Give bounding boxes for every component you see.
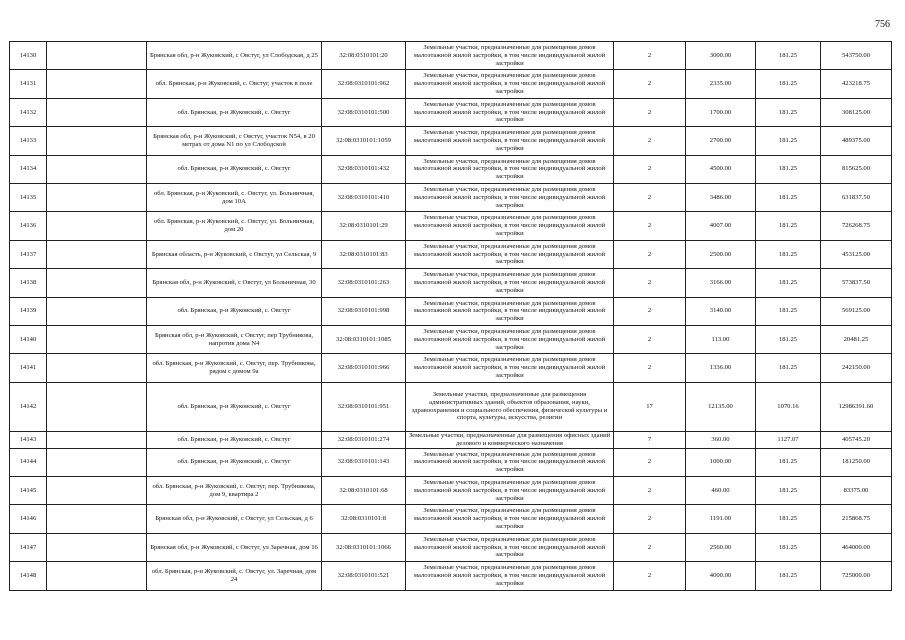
spacer-cell: [47, 533, 147, 561]
table-row: [10, 42, 892, 70]
area-cell: 4007.00: [686, 212, 756, 240]
group-cell: 2: [614, 70, 686, 98]
table-row: [10, 127, 892, 155]
group-cell: 2: [614, 42, 686, 70]
specific-value-cell: 181.25: [756, 505, 821, 533]
area-cell: 12135.00: [686, 382, 756, 431]
cadastral-number-cell: 32:08:0310101:83: [322, 240, 406, 268]
specific-value-cell: 181.25: [756, 533, 821, 561]
group-cell: 2: [614, 127, 686, 155]
specific-value-cell: 181.25: [756, 155, 821, 183]
cadastral-number-cell: 32:08:0310101:951: [322, 382, 406, 431]
page-number: 756: [875, 19, 890, 30]
cadastral-value-cell: 464000.00: [821, 533, 892, 561]
land-use-cell: Земельные участки, предназначенные для размещения домов малоэтажной жилой застройки, в том числе индивидуальной жилой застройки: [406, 448, 614, 476]
land-use-cell: Земельные участки, предназначенные для размещения домов малоэтажной жилой застройки, в том числе индивидуальной жилой застройки: [406, 155, 614, 183]
specific-value-cell: 181.25: [756, 448, 821, 476]
cadastral-number-cell: 32:08:0310101:68: [322, 477, 406, 505]
cadastral-number-cell: 32:08:0310101:1066: [322, 533, 406, 561]
row-number: 14148: [10, 562, 47, 590]
cadastral-value-cell: 423218.75: [821, 70, 892, 98]
group-cell: 17: [614, 382, 686, 431]
spacer-cell: [47, 431, 147, 448]
cadastral-value-cell: 815625.00: [821, 155, 892, 183]
cadastral-number-cell: 32:08:0310101:1085: [322, 325, 406, 353]
area-cell: 2560.00: [686, 533, 756, 561]
group-cell: 2: [614, 354, 686, 382]
table-row: [10, 70, 892, 98]
specific-value-cell: 1127.07: [756, 431, 821, 448]
cadastral-value-table: [9, 41, 892, 591]
row-number: 14138: [10, 269, 47, 297]
table-row: [10, 183, 892, 211]
address-cell: Брянская обл, р-н Жуковский, с Овстуг, ул Заречная, дом 16: [147, 533, 322, 561]
address-cell: обл. Брянская, р-н Жуковский, с. Овстуг, ул. Больничная, дом 20: [147, 212, 322, 240]
area-cell: 2500.00: [686, 240, 756, 268]
specific-value-cell: 1070.16: [756, 382, 821, 431]
spacer-cell: [47, 42, 147, 70]
area-cell: 2700.00: [686, 127, 756, 155]
address-cell: обл. Брянская, р-н Жуковский, с. Овстуг: [147, 448, 322, 476]
group-cell: 2: [614, 98, 686, 126]
group-cell: 2: [614, 505, 686, 533]
spacer-cell: [47, 269, 147, 297]
specific-value-cell: 181.25: [756, 183, 821, 211]
group-cell: 2: [614, 325, 686, 353]
row-number: 14136: [10, 212, 47, 240]
cadastral-number-cell: 32:08:0310101:1059: [322, 127, 406, 155]
specific-value-cell: 181.25: [756, 127, 821, 155]
specific-value-cell: 181.25: [756, 98, 821, 126]
area-cell: 3166.00: [686, 269, 756, 297]
address-cell: обл. Брянская, р-н Жуковский, с. Овстуг, ул. Больничная, дом 10А: [147, 183, 322, 211]
area-cell: 2335.00: [686, 70, 756, 98]
address-cell: обл. Брянская, р-н Жуковский, с. Овстуг: [147, 382, 322, 431]
area-cell: 1700.00: [686, 98, 756, 126]
specific-value-cell: 181.25: [756, 240, 821, 268]
address-cell: Брянская обл, р-н Жуковский, с Овстуг, ул Больничная, 30: [147, 269, 322, 297]
address-cell: Брянская область, р-н Жуковский, с Овстуг, ул Сельская, 9: [147, 240, 322, 268]
land-use-cell: Земельные участки, предназначенные для размещения домов малоэтажной жилой застройки, в том числе индивидуальной жилой застройки: [406, 70, 614, 98]
group-cell: 2: [614, 155, 686, 183]
address-cell: обл. Брянская, р-н Жуковский, с. Овстуг: [147, 98, 322, 126]
address-cell: обл. Брянская, р-н Жуковский, с. Овстуг, пер. Трубникова, дом 9, квартира 2: [147, 477, 322, 505]
table-row: [10, 448, 892, 476]
address-cell: обл. Брянская, р-н Жуковский, с. Овстуг, пер. Трубникова, рядом с домом 9а: [147, 354, 322, 382]
specific-value-cell: 181.25: [756, 477, 821, 505]
table-row: [10, 354, 892, 382]
table-row: [10, 155, 892, 183]
group-cell: 2: [614, 562, 686, 590]
spacer-cell: [47, 127, 147, 155]
address-cell: Брянская обл, р-н Жуковский, с Овстуг, ул Сельская, д 6: [147, 505, 322, 533]
land-use-cell: Земельные участки, предназначенные для размещения домов малоэтажной жилой застройки, в том числе индивидуальной жилой застройки: [406, 240, 614, 268]
spacer-cell: [47, 325, 147, 353]
land-use-cell: Земельные участки, предназначенные для размещения домов малоэтажной жилой застройки, в том числе индивидуальной жилой застройки: [406, 42, 614, 70]
land-use-cell: Земельные участки, предназначенные для размещения офисных зданий делового и коммерческого назначения: [406, 431, 614, 448]
area-cell: 4500.00: [686, 155, 756, 183]
cadastral-value-cell: 573837.50: [821, 269, 892, 297]
row-number: 14139: [10, 297, 47, 325]
cadastral-value-cell: 543750.00: [821, 42, 892, 70]
area-cell: 3000.00: [686, 42, 756, 70]
cadastral-value-cell: 83375.00: [821, 477, 892, 505]
table-row: [10, 477, 892, 505]
address-cell: обл. Брянская, р-н Жуковский, с. Овстуг: [147, 155, 322, 183]
spacer-cell: [47, 448, 147, 476]
cadastral-number-cell: 32:08:0310101:410: [322, 183, 406, 211]
specific-value-cell: 181.25: [756, 269, 821, 297]
row-number: 14140: [10, 325, 47, 353]
table-row: [10, 505, 892, 533]
specific-value-cell: 181.25: [756, 212, 821, 240]
table-row: [10, 562, 892, 590]
land-use-cell: Земельные участки, предназначенные для размещения домов малоэтажной жилой застройки, в том числе индивидуальной жилой застройки: [406, 297, 614, 325]
address-cell: обл. Брянская, р-н Жуковский, с. Овстуг, ул. Заречная, дом 24: [147, 562, 322, 590]
specific-value-cell: 181.25: [756, 70, 821, 98]
group-cell: 2: [614, 212, 686, 240]
cadastral-number-cell: 32:08:0310101:8: [322, 505, 406, 533]
land-use-cell: Земельные участки, предназначенные для размещения административных зданий, объектов образования, науки, здравоохранения и социального обеспечения, физической культуры и спорта, культуры, искусства, религии: [406, 382, 614, 431]
spacer-cell: [47, 98, 147, 126]
row-number: 14131: [10, 70, 47, 98]
area-cell: 1000.00: [686, 448, 756, 476]
table-row: [10, 431, 892, 448]
spacer-cell: [47, 354, 147, 382]
address-cell: Брянская обл, р-н Жуковский, с Овстуг, пер Трубникова, напротив дома N4: [147, 325, 322, 353]
row-number: 14147: [10, 533, 47, 561]
table-row: [10, 240, 892, 268]
land-use-cell: Земельные участки, предназначенные для размещения домов малоэтажной жилой застройки, в том числе индивидуальной жилой застройки: [406, 505, 614, 533]
cadastral-number-cell: 32:08:0310101:274: [322, 431, 406, 448]
cadastral-value-cell: 453125.00: [821, 240, 892, 268]
area-cell: 1191.00: [686, 505, 756, 533]
land-use-cell: Земельные участки, предназначенные для размещения домов малоэтажной жилой застройки, в том числе индивидуальной жилой застройки: [406, 533, 614, 561]
group-cell: 2: [614, 240, 686, 268]
table-row: [10, 382, 892, 431]
area-cell: 1336.00: [686, 354, 756, 382]
row-number: 14144: [10, 448, 47, 476]
area-cell: 360.00: [686, 431, 756, 448]
table-row: [10, 212, 892, 240]
spacer-cell: [47, 297, 147, 325]
specific-value-cell: 181.25: [756, 325, 821, 353]
land-use-cell: Земельные участки, предназначенные для размещения домов малоэтажной жилой застройки, в том числе индивидуальной жилой застройки: [406, 354, 614, 382]
table-row: [10, 533, 892, 561]
group-cell: 2: [614, 477, 686, 505]
land-use-cell: Земельные участки, предназначенные для размещения домов малоэтажной жилой застройки, в том числе индивидуальной жилой застройки: [406, 269, 614, 297]
address-cell: обл. Брянская, р-н Жуковский, с. Овстуг: [147, 431, 322, 448]
land-use-cell: Земельные участки, предназначенные для размещения домов малоэтажной жилой застройки, в том числе индивидуальной жилой застройки: [406, 325, 614, 353]
area-cell: 4000.00: [686, 562, 756, 590]
cadastral-value-cell: 725000.00: [821, 562, 892, 590]
area-cell: 460.00: [686, 477, 756, 505]
table-row: [10, 269, 892, 297]
group-cell: 2: [614, 448, 686, 476]
area-cell: 3486.00: [686, 183, 756, 211]
address-cell: Брянская обл, р-н Жуковский, с Овстуг, ул Слободская, д 25: [147, 42, 322, 70]
specific-value-cell: 181.25: [756, 354, 821, 382]
row-number: 14146: [10, 505, 47, 533]
cadastral-value-cell: 569125.00: [821, 297, 892, 325]
spacer-cell: [47, 382, 147, 431]
cadastral-number-cell: 32:08:0310101:263: [322, 269, 406, 297]
cadastral-value-cell: 181250.00: [821, 448, 892, 476]
cadastral-value-cell: 308125.00: [821, 98, 892, 126]
cadastral-number-cell: 32:08:0310101:143: [322, 448, 406, 476]
spacer-cell: [47, 183, 147, 211]
row-number: 14132: [10, 98, 47, 126]
spacer-cell: [47, 562, 147, 590]
address-cell: обл. Брянская, р-н Жуковский, с. Овстуг, участок в поле: [147, 70, 322, 98]
cadastral-value-cell: 20481.25: [821, 325, 892, 353]
cadastral-number-cell: 32:08:0310101:432: [322, 155, 406, 183]
group-cell: 2: [614, 183, 686, 211]
land-use-cell: Земельные участки, предназначенные для размещения домов малоэтажной жилой застройки, в том числе индивидуальной жилой застройки: [406, 562, 614, 590]
cadastral-number-cell: 32:08:0310101:20: [322, 42, 406, 70]
group-cell: 7: [614, 431, 686, 448]
row-number: 14143: [10, 431, 47, 448]
row-number: 14134: [10, 155, 47, 183]
row-number: 14135: [10, 183, 47, 211]
spacer-cell: [47, 505, 147, 533]
cadastral-number-cell: 32:08:0310101:521: [322, 562, 406, 590]
area-cell: 113.00: [686, 325, 756, 353]
row-number: 14141: [10, 354, 47, 382]
land-use-cell: Земельные участки, предназначенные для размещения домов малоэтажной жилой застройки, в том числе индивидуальной жилой застройки: [406, 477, 614, 505]
group-cell: 2: [614, 533, 686, 561]
row-number: 14130: [10, 42, 47, 70]
spacer-cell: [47, 212, 147, 240]
spacer-cell: [47, 70, 147, 98]
cadastral-number-cell: 32:08:0310101:500: [322, 98, 406, 126]
row-number: 14145: [10, 477, 47, 505]
cadastral-value-cell: 215868.75: [821, 505, 892, 533]
land-use-cell: Земельные участки, предназначенные для размещения домов малоэтажной жилой застройки, в том числе индивидуальной жилой застройки: [406, 98, 614, 126]
group-cell: 2: [614, 297, 686, 325]
address-cell: Брянская обл, р-н Жуковский, с Овстуг, участок N54, в 20 метрах от дома N1 по ул Слободской: [147, 127, 322, 155]
row-number: 14137: [10, 240, 47, 268]
cadastral-value-cell: 726268.75: [821, 212, 892, 240]
specific-value-cell: 181.25: [756, 42, 821, 70]
table-row: [10, 325, 892, 353]
land-use-cell: Земельные участки, предназначенные для размещения домов малоэтажной жилой застройки, в том числе индивидуальной жилой застройки: [406, 183, 614, 211]
spacer-cell: [47, 477, 147, 505]
address-cell: обл. Брянская, р-н Жуковский, с. Овстуг: [147, 297, 322, 325]
land-use-cell: Земельные участки, предназначенные для размещения домов малоэтажной жилой застройки, в том числе индивидуальной жилой застройки: [406, 127, 614, 155]
group-cell: 2: [614, 269, 686, 297]
cadastral-value-cell: 631837.50: [821, 183, 892, 211]
cadastral-value-cell: 405745.20: [821, 431, 892, 448]
row-number: 14133: [10, 127, 47, 155]
cadastral-value-cell: 242150.00: [821, 354, 892, 382]
row-number: 14142: [10, 382, 47, 431]
cadastral-value-cell: 12986391.60: [821, 382, 892, 431]
table-body: [10, 42, 892, 591]
table-row: [10, 297, 892, 325]
spacer-cell: [47, 240, 147, 268]
cadastral-number-cell: 32:08:0310101:998: [322, 297, 406, 325]
cadastral-number-cell: 32:08:0310101:29: [322, 212, 406, 240]
cadastral-value-cell: 489375.00: [821, 127, 892, 155]
specific-value-cell: 181.25: [756, 562, 821, 590]
spacer-cell: [47, 155, 147, 183]
land-use-cell: Земельные участки, предназначенные для размещения домов малоэтажной жилой застройки, в том числе индивидуальной жилой застройки: [406, 212, 614, 240]
cadastral-number-cell: 32:08:0310101:966: [322, 354, 406, 382]
area-cell: 3140.00: [686, 297, 756, 325]
table-row: [10, 98, 892, 126]
specific-value-cell: 181.25: [756, 297, 821, 325]
cadastral-number-cell: 32:08:0310101:962: [322, 70, 406, 98]
